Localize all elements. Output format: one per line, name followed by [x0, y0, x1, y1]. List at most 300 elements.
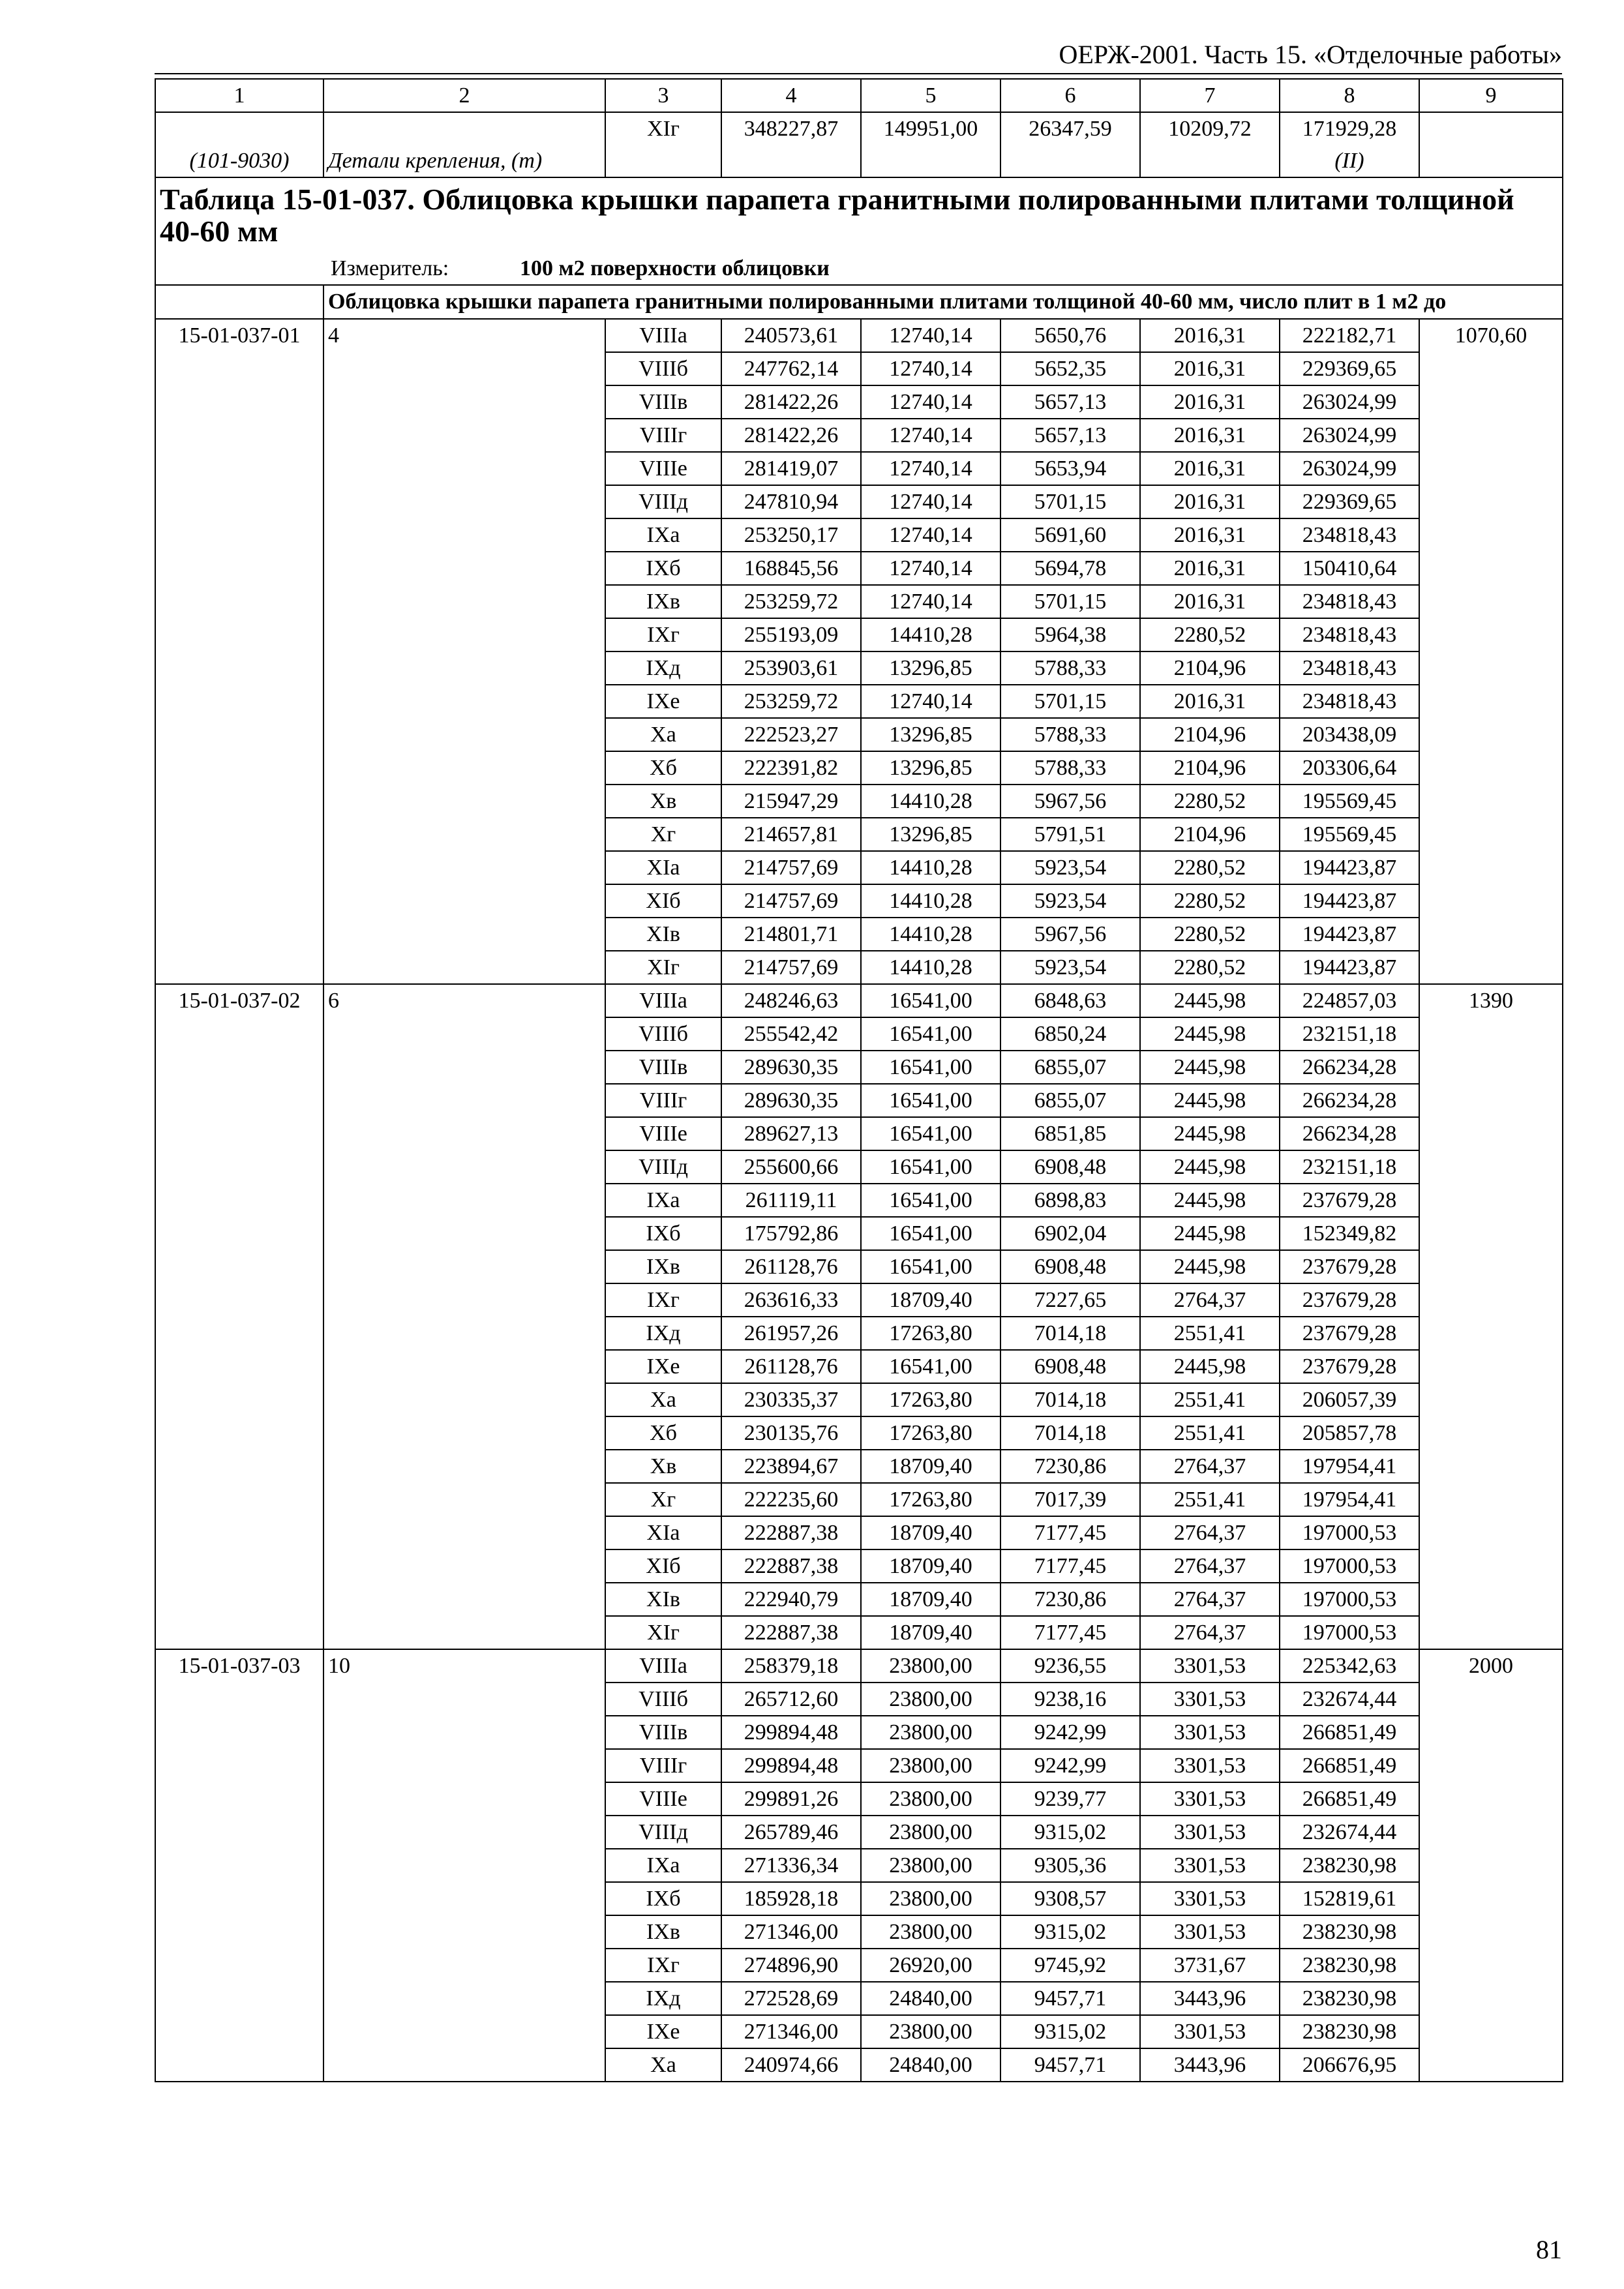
zone-cell: IXа [605, 1184, 721, 1217]
value-cell: 299891,26 [721, 1782, 861, 1816]
value-cell: 232674,44 [1280, 1683, 1419, 1716]
value-cell: 3443,96 [1140, 2048, 1280, 2082]
value-cell: 2764,37 [1140, 1616, 1280, 1649]
zone-cell: IXв [605, 1250, 721, 1283]
value-cell: 12740,14 [861, 485, 1000, 518]
value-cell: 225342,63 [1280, 1649, 1419, 1683]
previous-table-row [155, 112, 1563, 177]
description-row [155, 285, 1563, 319]
value-cell: 222940,79 [721, 1583, 861, 1616]
value-cell: 2280,52 [1140, 851, 1280, 884]
value-cell: 237679,28 [1280, 1350, 1419, 1383]
value-cell: 13296,85 [861, 751, 1000, 785]
zone-cell: Xв [605, 785, 721, 818]
value-cell: 2551,41 [1140, 1317, 1280, 1350]
value-cell: 9315,02 [1000, 2015, 1140, 2048]
plates-count: 6 [323, 984, 605, 1649]
value-cell: 2445,98 [1140, 1117, 1280, 1150]
zone-cell: VIIIб [605, 352, 721, 385]
value-cell: 2445,98 [1140, 1217, 1280, 1250]
value-cell: 206676,95 [1280, 2048, 1419, 2082]
value-cell: 263616,33 [721, 1283, 861, 1317]
zone-cell: IXб [605, 552, 721, 585]
value-cell: 5923,54 [1000, 884, 1140, 918]
value-cell: 237679,28 [1280, 1283, 1419, 1317]
value-cell: 23800,00 [861, 1882, 1000, 1915]
table-row [155, 984, 1563, 1017]
value-cell: 14410,28 [861, 785, 1000, 818]
running-header: ОЕРЖ-2001. Часть 15. «Отделочные работы» [1059, 40, 1562, 69]
value-cell: 222391,82 [721, 751, 861, 785]
value-cell: 6908,48 [1000, 1250, 1140, 1283]
zone-cell: VIIIв [605, 1051, 721, 1084]
value-cell: 9457,71 [1000, 1982, 1140, 2015]
value-cell: 289630,35 [721, 1084, 861, 1117]
value-cell: 16541,00 [861, 1051, 1000, 1084]
value-cell: 222887,38 [721, 1616, 861, 1649]
value-cell: 7014,18 [1000, 1383, 1140, 1416]
col-num: 5 [861, 79, 1000, 112]
value-cell: 2764,37 [1140, 1450, 1280, 1483]
value-cell: 7227,65 [1000, 1283, 1140, 1317]
zone-cell: Xа [605, 1383, 721, 1416]
zone-cell: VIIIд [605, 1150, 721, 1184]
value-cell: 13296,85 [861, 718, 1000, 751]
value-cell: 195569,45 [1280, 785, 1419, 818]
value-cell: 152349,82 [1280, 1217, 1419, 1250]
value-cell: 222523,27 [721, 718, 861, 751]
value-cell: 6898,83 [1000, 1184, 1140, 1217]
header-rule [155, 73, 1562, 74]
value-cell: 197000,53 [1280, 1583, 1419, 1616]
value-cell: 271346,00 [721, 2015, 861, 2048]
value-cell: 2445,98 [1140, 1350, 1280, 1383]
value-cell: 2280,52 [1140, 884, 1280, 918]
value-cell: 261119,11 [721, 1184, 861, 1217]
value-cell: 3301,53 [1140, 1683, 1280, 1716]
value-cell: 194423,87 [1280, 884, 1419, 918]
resource-name: Детали крепления, (т) [323, 112, 605, 177]
rate-code: 15-01-037-02 [155, 984, 323, 1649]
value-cell: 168845,56 [721, 552, 861, 585]
value-cell: 348227,87 [721, 112, 861, 177]
value-cell: 215947,29 [721, 785, 861, 818]
value-cell: 3301,53 [1140, 1749, 1280, 1782]
value-cell: 2104,96 [1140, 651, 1280, 685]
value-cell: 222887,38 [721, 1549, 861, 1583]
value-cell: 203438,09 [1280, 718, 1419, 751]
zone-cell: VIIIб [605, 1017, 721, 1051]
value-cell: 16541,00 [861, 1084, 1000, 1117]
extra-value: 1390 [1419, 984, 1563, 1649]
value-cell: 266234,28 [1280, 1084, 1419, 1117]
value-cell: 2016,31 [1140, 319, 1280, 352]
zone-cell: IXб [605, 1882, 721, 1915]
value-cell: 222235,60 [721, 1483, 861, 1516]
value-cell: 2445,98 [1140, 984, 1280, 1017]
value-cell: 224857,03 [1280, 984, 1419, 1017]
column-number-row [155, 79, 1563, 112]
value-cell: 237679,28 [1280, 1317, 1419, 1350]
value-cell: 23800,00 [861, 2015, 1000, 2048]
value-cell: 9242,99 [1000, 1716, 1140, 1749]
zone-cell: VIIIе [605, 1117, 721, 1150]
value-cell: 10209,72 [1140, 112, 1280, 177]
resource-code: (101-9030) [155, 112, 323, 177]
value-cell: 7014,18 [1000, 1416, 1140, 1450]
value-cell: 205857,78 [1280, 1416, 1419, 1450]
value-cell: 6908,48 [1000, 1350, 1140, 1383]
value-cell: 23800,00 [861, 1782, 1000, 1816]
value-cell: 18709,40 [861, 1516, 1000, 1549]
value-cell: 261957,26 [721, 1317, 861, 1350]
value-cell: 6850,24 [1000, 1017, 1140, 1051]
value-cell: 16541,00 [861, 1184, 1000, 1217]
zone-cell: XIа [605, 851, 721, 884]
zone-cell: VIIIа [605, 984, 721, 1017]
zone-cell: XIв [605, 918, 721, 951]
zone-cell: IXд [605, 1982, 721, 2015]
value-cell: 14410,28 [861, 951, 1000, 984]
value-cell: 23800,00 [861, 1816, 1000, 1849]
value-cell: 18709,40 [861, 1583, 1000, 1616]
value-cell: 5788,33 [1000, 651, 1140, 685]
value-cell: 3301,53 [1140, 2015, 1280, 2048]
value-cell: 2764,37 [1140, 1583, 1280, 1616]
value-cell: 9239,77 [1000, 1782, 1140, 1816]
value-cell: 5653,94 [1000, 452, 1140, 485]
value-cell: 12740,14 [861, 319, 1000, 352]
value-cell: 5967,56 [1000, 918, 1140, 951]
value-cell: 12740,14 [861, 685, 1000, 718]
value-cell: 152819,61 [1280, 1882, 1419, 1915]
measure-label: Измеритель: [331, 256, 449, 280]
value-cell: 2280,52 [1140, 951, 1280, 984]
value-cell: 23800,00 [861, 1716, 1000, 1749]
value-cell: 263024,99 [1280, 385, 1419, 419]
measure-value: 100 м2 поверхности облицовки [520, 256, 830, 280]
value-cell: 281422,26 [721, 419, 861, 452]
zone-cell: IXг [605, 1949, 721, 1982]
zone-cell: Xа [605, 718, 721, 751]
value-cell: 5964,38 [1000, 618, 1140, 651]
value-cell: 214757,69 [721, 851, 861, 884]
value-cell: 2764,37 [1140, 1283, 1280, 1317]
zone-cell: IXе [605, 1350, 721, 1383]
value-cell: 5694,78 [1000, 552, 1140, 585]
table-title: Таблица 15-01-037. Облицовка крышки парапета гранитными полированными плитами толщиной 40-60 мм [155, 177, 1563, 252]
value-cell: 17263,80 [861, 1383, 1000, 1416]
value-cell: 266851,49 [1280, 1782, 1419, 1816]
zone-cell: IXд [605, 1317, 721, 1350]
page-number: 81 [1536, 2235, 1562, 2264]
col-num: 6 [1000, 79, 1140, 112]
value-cell: 197954,41 [1280, 1483, 1419, 1516]
value-cell: 14410,28 [861, 618, 1000, 651]
value-cell: 5657,13 [1000, 419, 1140, 452]
value-cell: 2445,98 [1140, 1051, 1280, 1084]
value-cell: 237679,28 [1280, 1250, 1419, 1283]
value-note: (II) [1334, 149, 1364, 173]
value-cell: 263024,99 [1280, 452, 1419, 485]
value-cell: 2551,41 [1140, 1383, 1280, 1416]
value-cell: 9457,71 [1000, 2048, 1140, 2082]
value-cell: 223894,67 [721, 1450, 861, 1483]
value-cell: 229369,65 [1280, 352, 1419, 385]
value-cell: 2016,31 [1140, 352, 1280, 385]
value-cell: 2764,37 [1140, 1516, 1280, 1549]
zone-cell: Xб [605, 751, 721, 785]
value-cell: 12740,14 [861, 452, 1000, 485]
value-cell: 2104,96 [1140, 818, 1280, 851]
zone-cell: IXв [605, 585, 721, 618]
value-cell: 229369,65 [1280, 485, 1419, 518]
col-num: 1 [155, 79, 323, 112]
value-cell: 255542,42 [721, 1017, 861, 1051]
value-cell: 12740,14 [861, 585, 1000, 618]
value-cell: 6908,48 [1000, 1150, 1140, 1184]
value-cell: 12740,14 [861, 385, 1000, 419]
zone-cell: VIIIг [605, 1084, 721, 1117]
zone-cell: XIг [605, 951, 721, 984]
value-cell: 255600,66 [721, 1150, 861, 1184]
zone-cell: VIIIа [605, 1649, 721, 1683]
value-cell: 14410,28 [861, 918, 1000, 951]
value-cell: 12740,14 [861, 518, 1000, 552]
value-cell: 222182,71 [1280, 319, 1419, 352]
measure-cell [155, 252, 1563, 285]
rate-code: 15-01-037-03 [155, 1649, 323, 2082]
value-cell: 16541,00 [861, 1117, 1000, 1150]
zone-cell: XIв [605, 1583, 721, 1616]
value-cell: 253903,61 [721, 651, 861, 685]
value-cell: 2104,96 [1140, 718, 1280, 751]
value-cell: 232674,44 [1280, 1816, 1419, 1849]
value-cell: 16541,00 [861, 1250, 1000, 1283]
value-cell: 230335,37 [721, 1383, 861, 1416]
value-cell: 5967,56 [1000, 785, 1140, 818]
value-cell: 5923,54 [1000, 851, 1140, 884]
zone-cell: VIIIг [605, 1749, 721, 1782]
value-cell: 6848,63 [1000, 984, 1140, 1017]
value-cell: 7177,45 [1000, 1549, 1140, 1583]
value-cell: 240974,66 [721, 2048, 861, 2082]
value-cell: 222887,38 [721, 1516, 861, 1549]
value-cell: 5650,76 [1000, 319, 1140, 352]
value-cell: 16541,00 [861, 1017, 1000, 1051]
value-cell: 7177,45 [1000, 1516, 1140, 1549]
value-cell: 232151,18 [1280, 1017, 1419, 1051]
value-cell: 2016,31 [1140, 552, 1280, 585]
zone-cell: VIIIв [605, 1716, 721, 1749]
value-cell: 5657,13 [1000, 385, 1140, 419]
value-cell: 2280,52 [1140, 618, 1280, 651]
value-cell: 13296,85 [861, 818, 1000, 851]
col-num: 3 [605, 79, 721, 112]
value-cell: 274896,90 [721, 1949, 861, 1982]
zone-cell: IXе [605, 685, 721, 718]
extra-value: 1070,60 [1419, 319, 1563, 984]
value-cell: 2445,98 [1140, 1017, 1280, 1051]
value-cell: 2280,52 [1140, 785, 1280, 818]
value-cell: 18709,40 [861, 1616, 1000, 1649]
value-cell: 9236,55 [1000, 1649, 1140, 1683]
value-cell: 238230,98 [1280, 2015, 1419, 2048]
value-cell: 253259,72 [721, 585, 861, 618]
rate-code: 15-01-037-01 [155, 319, 323, 984]
plates-count: 4 [323, 319, 605, 984]
value-cell: 2445,98 [1140, 1184, 1280, 1217]
col-num: 9 [1419, 79, 1563, 112]
value-cell: 3731,67 [1140, 1949, 1280, 1982]
zone-cell: IXг [605, 1283, 721, 1317]
value-cell: 26920,00 [861, 1949, 1000, 1982]
col-num: 2 [323, 79, 605, 112]
value-cell: 265712,60 [721, 1683, 861, 1716]
value-cell: 185928,18 [721, 1882, 861, 1915]
value-cell: 7230,86 [1000, 1583, 1140, 1616]
value-cell: 24840,00 [861, 1982, 1000, 2015]
value-cell: 9315,02 [1000, 1816, 1140, 1849]
value-cell: 23800,00 [861, 1915, 1000, 1949]
value-cell: 194423,87 [1280, 851, 1419, 884]
zone-cell: VIIIд [605, 485, 721, 518]
table-row [155, 1649, 1563, 1683]
value-cell: 9315,02 [1000, 1915, 1140, 1949]
value-cell: 234818,43 [1280, 685, 1419, 718]
value-cell: 197000,53 [1280, 1616, 1419, 1649]
value-cell: 2016,31 [1140, 419, 1280, 452]
value-cell: 150410,64 [1280, 552, 1419, 585]
zone-cell: VIIIе [605, 1782, 721, 1816]
value-cell: 12740,14 [861, 419, 1000, 452]
value-cell: 266234,28 [1280, 1117, 1419, 1150]
value-cell: 6855,07 [1000, 1084, 1140, 1117]
zone-cell: IXа [605, 518, 721, 552]
value-cell: 197000,53 [1280, 1549, 1419, 1583]
value-cell: 16541,00 [861, 984, 1000, 1017]
value-cell: 26347,59 [1000, 112, 1140, 177]
zone-cell: VIIIг [605, 419, 721, 452]
value-cell: 3301,53 [1140, 1716, 1280, 1749]
value-cell: 2016,31 [1140, 452, 1280, 485]
value-cell: 23800,00 [861, 1749, 1000, 1782]
value-cell: 149951,00 [861, 112, 1000, 177]
value-cell: 14410,28 [861, 884, 1000, 918]
value-cell: 247762,14 [721, 352, 861, 385]
value-cell: 18709,40 [861, 1549, 1000, 1583]
value-cell: 271346,00 [721, 1915, 861, 1949]
value-cell: 258379,18 [721, 1649, 861, 1683]
value-cell: 2551,41 [1140, 1483, 1280, 1516]
value-cell: 9745,92 [1000, 1949, 1140, 1982]
value-cell: 214657,81 [721, 818, 861, 851]
value-cell: 9242,99 [1000, 1749, 1140, 1782]
plates-count: 10 [323, 1649, 605, 2082]
zone-cell: XIг [605, 1616, 721, 1649]
value-cell: 299894,48 [721, 1749, 861, 1782]
value-cell: 234818,43 [1280, 618, 1419, 651]
value-cell: 12740,14 [861, 552, 1000, 585]
value-cell: 234818,43 [1280, 518, 1419, 552]
zone-cell: XIг [605, 112, 721, 177]
value-cell: 2016,31 [1140, 585, 1280, 618]
value-cell: 261128,76 [721, 1350, 861, 1383]
value-cell: 238230,98 [1280, 1849, 1419, 1882]
value-cell: 7017,39 [1000, 1483, 1140, 1516]
value-cell: 2280,52 [1140, 918, 1280, 951]
value-cell: 3301,53 [1140, 1915, 1280, 1949]
value-cell: 2016,31 [1140, 485, 1280, 518]
value-cell: 2104,96 [1140, 751, 1280, 785]
value-cell: 2764,37 [1140, 1549, 1280, 1583]
table-row [155, 319, 1563, 352]
value-cell: 2016,31 [1140, 685, 1280, 718]
value-cell: 230135,76 [721, 1416, 861, 1450]
empty-cell [155, 285, 323, 319]
value-cell: 266234,28 [1280, 1051, 1419, 1084]
value-cell: 5923,54 [1000, 951, 1140, 984]
value-cell: 247810,94 [721, 485, 861, 518]
section-description: Облицовка крышки парапета гранитными полированными плитами толщиной 40-60 мм, число плит в 1 м2 до [323, 285, 1563, 319]
table-title-row [155, 177, 1563, 252]
value-cell: 238230,98 [1280, 1915, 1419, 1949]
extra-value: 2000 [1419, 1649, 1563, 2082]
value-text: 171929,28 [1302, 117, 1397, 141]
value-cell: 238230,98 [1280, 1982, 1419, 2015]
value-cell: 3301,53 [1140, 1782, 1280, 1816]
value-cell: 2445,98 [1140, 1084, 1280, 1117]
zone-cell: XIа [605, 1516, 721, 1549]
value-cell: 13296,85 [861, 651, 1000, 685]
value-cell: 5788,33 [1000, 718, 1140, 751]
value-cell: 5701,15 [1000, 585, 1140, 618]
value-cell: 214801,71 [721, 918, 861, 951]
value-cell: 7177,45 [1000, 1616, 1140, 1649]
zone-cell: Xв [605, 1450, 721, 1483]
value-cell: 23800,00 [861, 1849, 1000, 1882]
value-cell: 281419,07 [721, 452, 861, 485]
zone-cell: VIIIб [605, 1683, 721, 1716]
zone-cell: IXе [605, 2015, 721, 2048]
value-cell: 9238,16 [1000, 1683, 1140, 1716]
value-cell: 266851,49 [1280, 1749, 1419, 1782]
value-cell: 248246,63 [721, 984, 861, 1017]
value-cell: 203306,64 [1280, 751, 1419, 785]
value-cell: 5701,15 [1000, 485, 1140, 518]
value-cell: 234818,43 [1280, 651, 1419, 685]
value-cell: 263024,99 [1280, 419, 1419, 452]
zone-cell: Xг [605, 818, 721, 851]
zone-cell: Xб [605, 1416, 721, 1450]
value-cell: 5652,35 [1000, 352, 1140, 385]
value-cell: 253259,72 [721, 685, 861, 718]
value-cell: 3301,53 [1140, 1882, 1280, 1915]
measure-row [155, 252, 1563, 285]
value-cell: 23800,00 [861, 1649, 1000, 1683]
value-cell: 7230,86 [1000, 1450, 1140, 1483]
value-cell: 9305,36 [1000, 1849, 1140, 1882]
value-cell: 234818,43 [1280, 585, 1419, 618]
zone-cell: VIIIв [605, 385, 721, 419]
value-cell: 272528,69 [721, 1982, 861, 2015]
value-cell: 3301,53 [1140, 1849, 1280, 1882]
zone-cell: IXд [605, 651, 721, 685]
value-cell: 5788,33 [1000, 751, 1140, 785]
value-cell: 16541,00 [861, 1150, 1000, 1184]
value-cell: 253250,17 [721, 518, 861, 552]
value-cell: 3443,96 [1140, 1982, 1280, 2015]
